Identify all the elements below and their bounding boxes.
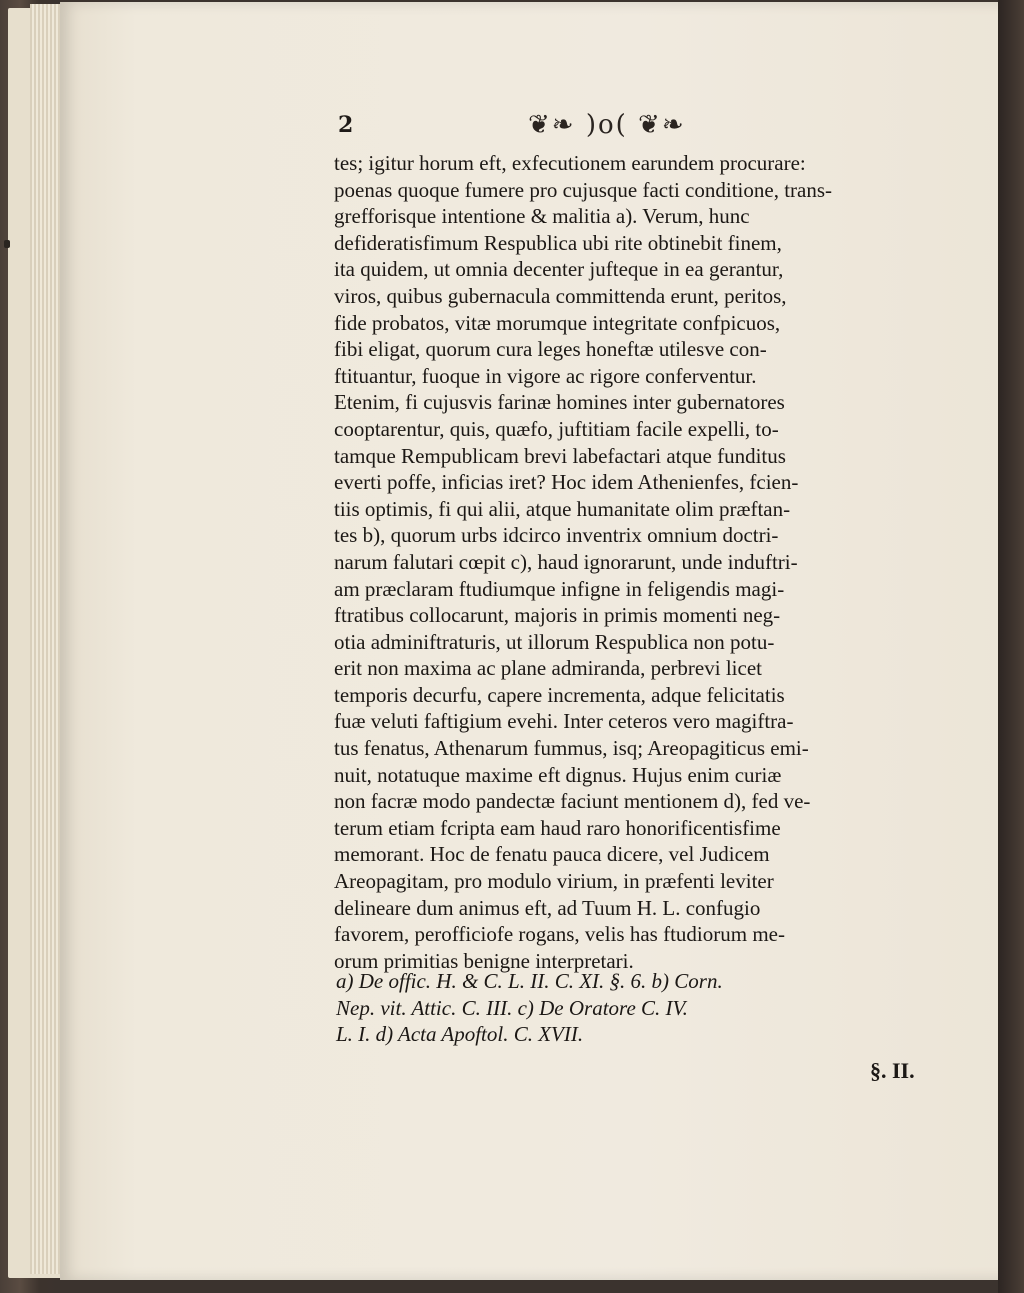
text-line: everti poffe, inficias iret? Hoc idem Athenienfes, fcien- — [334, 470, 799, 495]
text-line: erit non maxima ac plane admiranda, perbrevi licet — [334, 656, 762, 681]
text-line: viros, quibus gubernacula committenda erunt, peritos, — [334, 283, 787, 308]
text-line: non facræ modo pandectæ faciunt mentionem d), fed ve- — [334, 789, 811, 814]
text-line: tes; igitur horum eft, exfecutionem earundem procurare: — [334, 151, 806, 175]
text-line: am præclaram ftudiumque infigne in feligendis magi- — [334, 576, 785, 601]
footnote-line: a) De offic. H. & C. L. II. C. XI. §. 6. b) Corn. — [336, 969, 723, 993]
text-line: Etenim, fi cujusvis farinæ homines inter gubernatores — [334, 390, 785, 415]
text-line: memorant. Hoc de fenatu pauca dicere, vel Judicem — [334, 842, 770, 867]
text-line: delineare dum animus eft, ad Tuum H. L. confugio — [334, 895, 761, 920]
footnote-line: Nep. vit. Attic. C. III. c) De Oratore C. IV. — [336, 995, 688, 1020]
text-line: fuæ veluti faftigium evehi. Inter ceteros vero magiftra- — [334, 709, 794, 734]
header-ornament: ❦❧ )o( ❦❧ — [528, 110, 686, 140]
text-line: Areopagitam, pro modulo virium, in præfenti leviter — [334, 869, 774, 894]
text-line: temporis decurfu, capere incrementa, adque felicitatis — [334, 682, 785, 707]
footnote-line: L. I. d) Acta Apoftol. C. XVII. — [336, 1022, 584, 1047]
text-line: fide probatos, vitæ morumque integritate confpicuos, — [334, 310, 781, 335]
catchword: §. II. — [870, 1058, 915, 1083]
footnotes — [336, 968, 956, 1048]
text-line: ftratibus collocarunt, majoris in primis momenti neg- — [334, 603, 781, 628]
text-line: tamque Rempublicam brevi labefactari atque funditus — [334, 443, 786, 468]
text-line: nuit, notatuque maxime eft dignus. Hujus enim curiæ — [334, 762, 782, 787]
text-line: tus fenatus, Athenarum fummus, isq; Areopagiticus emi- — [334, 736, 809, 761]
text-line: cooptarentur, quis, quæfo, juftitiam facile expelli, to- — [334, 416, 779, 441]
running-header — [338, 110, 958, 144]
body-text — [334, 150, 952, 974]
ink-mark — [4, 240, 10, 248]
text-line: narum falutari cœpit c), haud ignorarunt, unde induftri- — [334, 549, 798, 574]
book-binding-edge — [998, 0, 1024, 1293]
text-line: terum etiam fcripta eam haud raro honorificentisfime — [334, 815, 781, 840]
page-number: 2 — [338, 112, 354, 138]
text-line: orum primitias benigne interpretari. — [334, 948, 634, 973]
text-line: favorem, perofficiofe rogans, velis has ftudiorum me- — [334, 922, 785, 947]
text-line: otia adminiftraturis, ut illorum Respublica non potu- — [334, 629, 775, 654]
text-line: tes b), quorum urbs idcirco inventrix omnium doctri- — [334, 523, 779, 548]
text-line: ftituantur, fuoque in vigore ac rigore conferventur. — [334, 363, 757, 388]
text-line: ita quidem, ut omnia decenter jufteque in ea gerantur, — [334, 257, 784, 282]
text-line: defideratisfimum Respublica ubi rite obtinebit finem, — [334, 230, 782, 255]
text-line: poenas quoque fumere pro cujusque facti conditione, trans- — [334, 177, 833, 202]
text-line: grefforisque intentione & malitia a). Verum, hunc — [334, 204, 750, 229]
text-line: tiis optimis, fi qui alii, atque humanitate olim præftan- — [334, 496, 791, 521]
text-line: fibi eligat, quorum cura leges honeftæ utilesve con- — [334, 337, 767, 362]
